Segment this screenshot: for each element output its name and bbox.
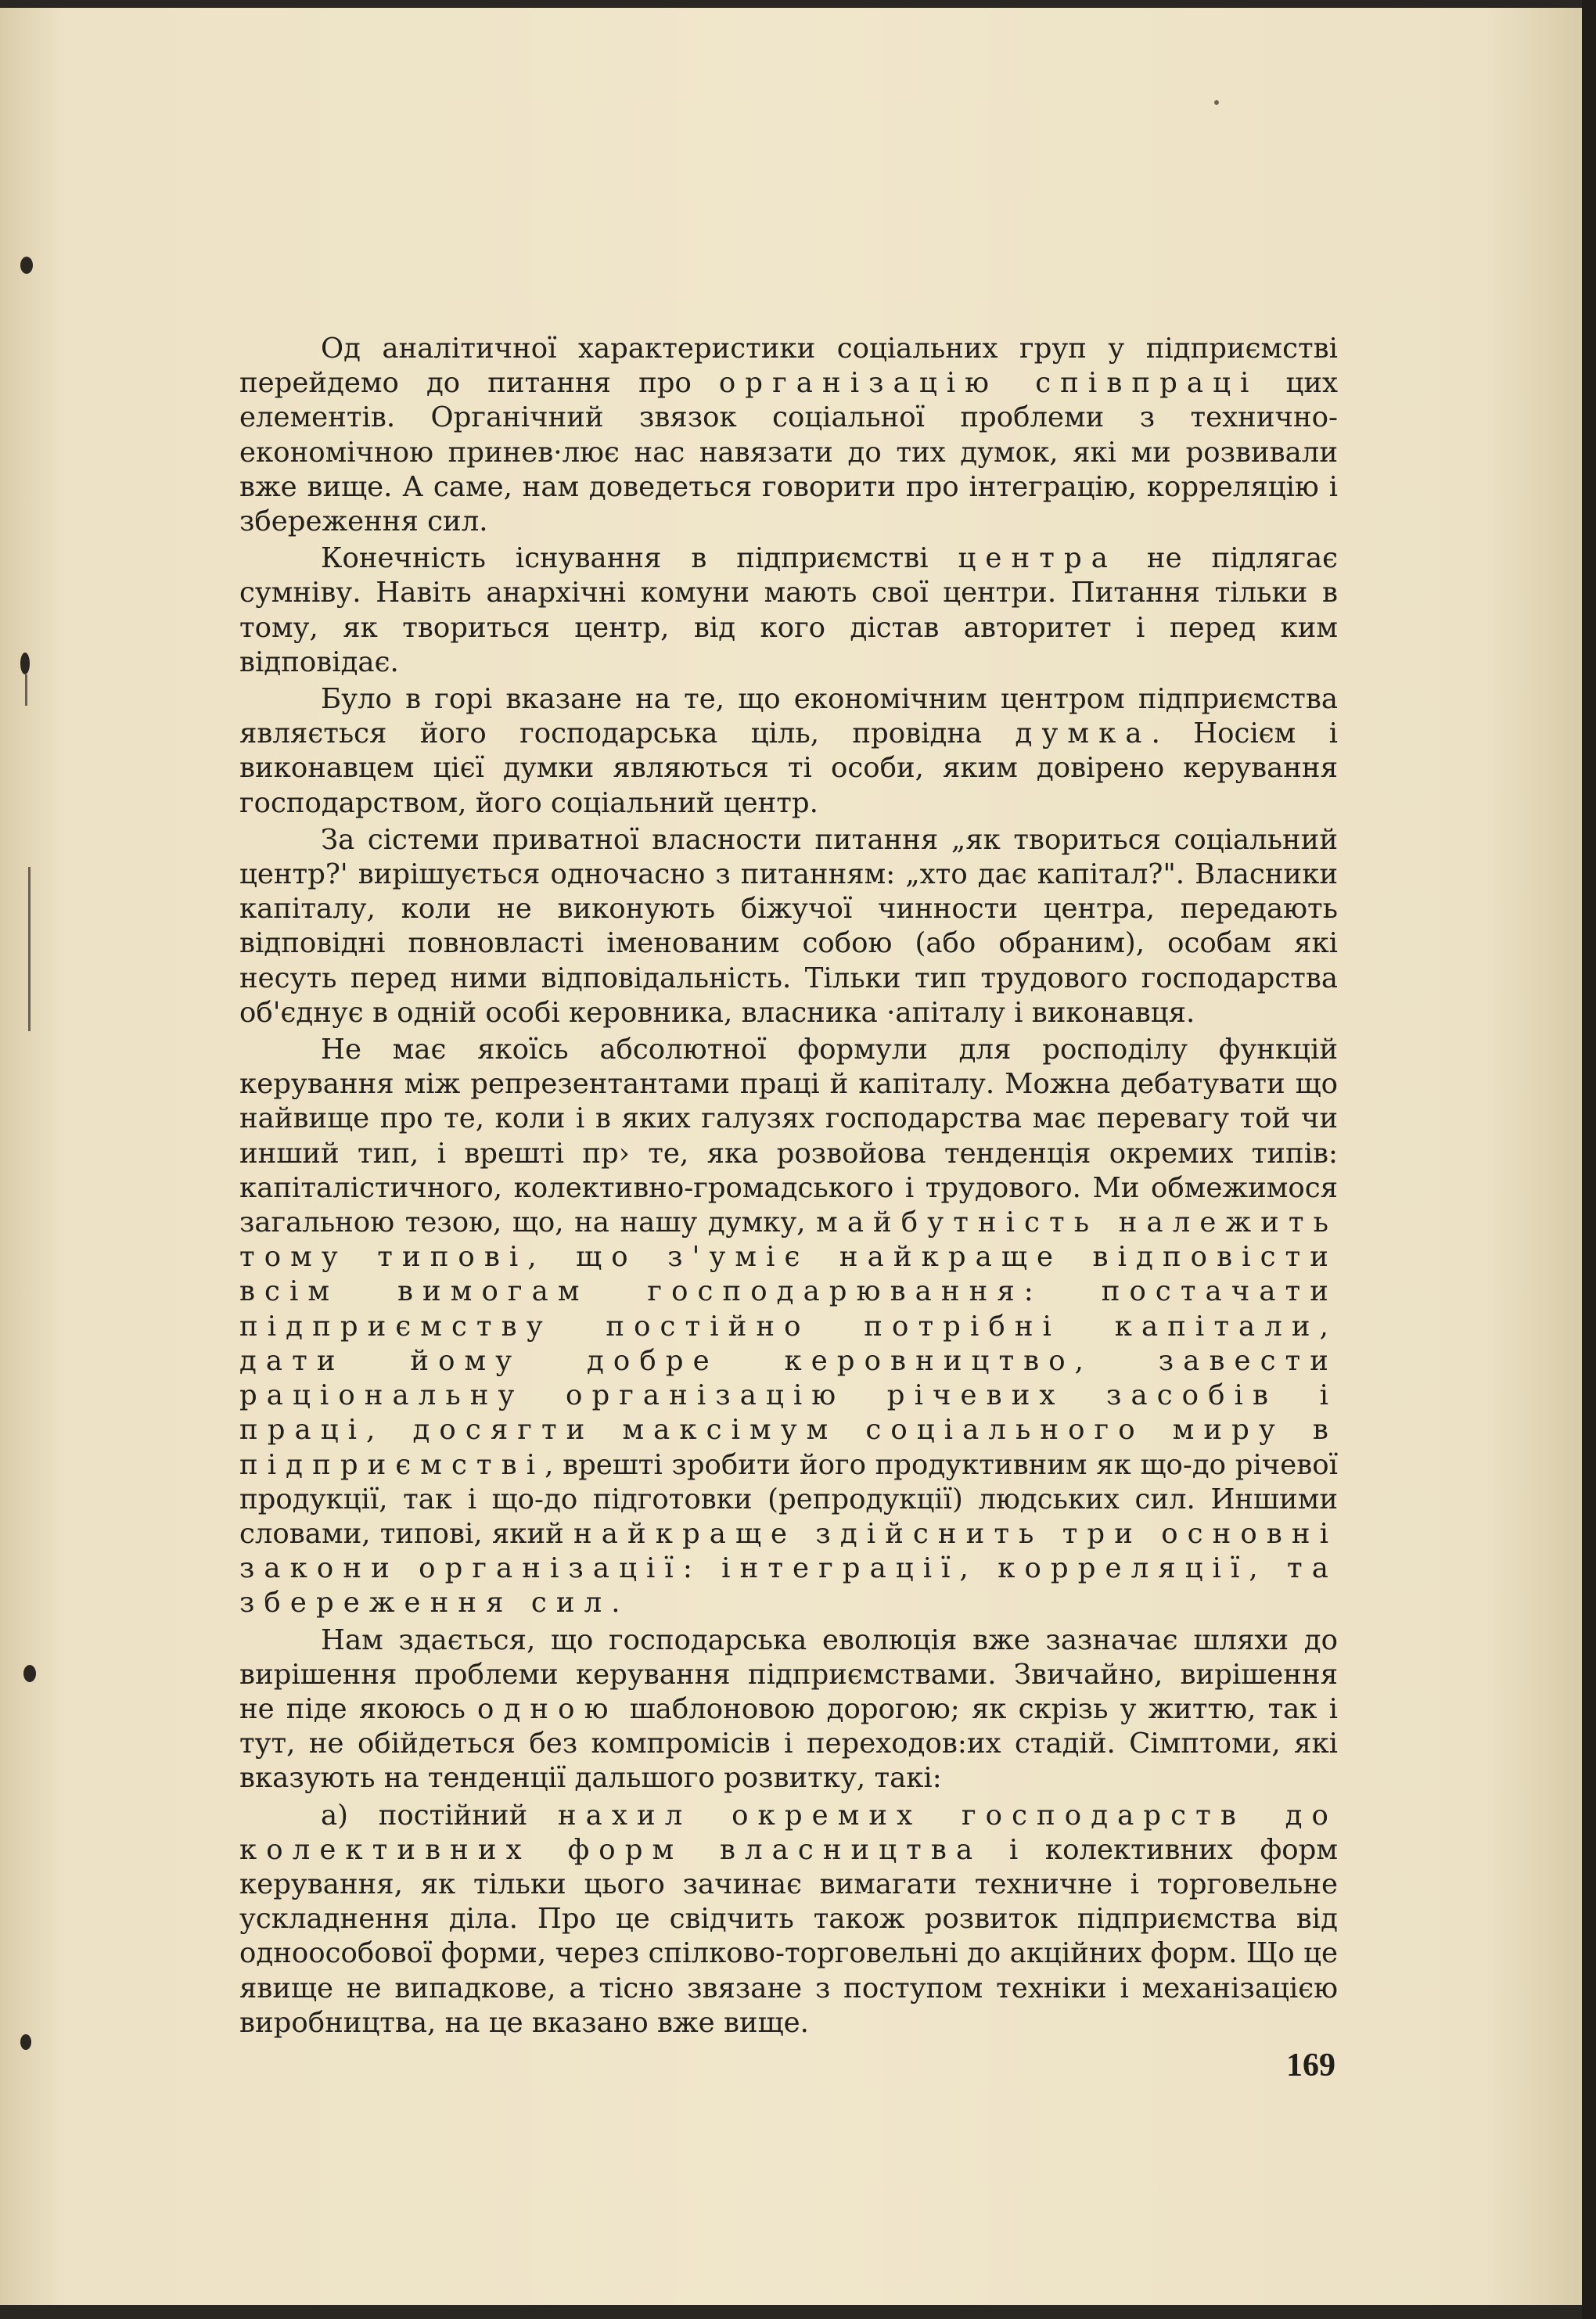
page-edge-shadow (1582, 0, 1596, 2319)
paragraph-3: Було в горі вказане на те, що економічним центром підприємства являється його господарська ціль, провідна думка. Носієм і виконавцем цієї думки являються ті особи, яким довірено керування господарством, його соціальний центр. (239, 683, 1338, 819)
spaced-emphasis: найкраще здійснить три основні закони організації: інтеграції, корреляції, та збереження сил (239, 1517, 1339, 1620)
spaced-emphasis: центра (958, 542, 1117, 575)
binding-hole (20, 653, 30, 674)
spaced-emphasis: організацію співпраці (718, 367, 1259, 400)
spaced-emphasis: думка (1015, 717, 1152, 750)
binding-thread (25, 674, 27, 706)
page-number: 169 (1286, 2048, 1335, 2084)
paragraph-1: Од аналітичної характеристики соціальних груп у підприємстві перейдемо до питання про організацію співпраці цих елементів. Органічний звязок соціальної проблеми з технично-економічною принев·лює нас навязати до тих думок, які ми розвивали вже вище. А саме, нам доведеться говорити про інтеграцію, корреляцію і збереження сил. (239, 333, 1339, 538)
spaced-emphasis: нахил окремих господарств до колективних форм власництва (239, 1799, 1338, 1866)
paragraph-7: а) постійний нахил окремих господарств до колективних форм власництва і колективних форм керування, як тільки цього зачинає вимагати техничне і торговельне ускладнення діла. Про це свідчить також розвиток підприємства від одноособової форми, через спілково-торговельні до акційних форм. Що це явище не випадкове, а тісно звязане з поступом техніки і механізацією виробництва, на це вказано вже вище. (239, 1799, 1338, 2039)
spaced-emphasis: майбутність належить тому типові, що з'уміє найкраще відповісти всім вимогам господарювання: постачати підприємству постійно потрібні капітали, дати йому добре керовництво, завести раціональну організацію річевих засобів і праці, досягти максімум соціального миру в підприємстві (239, 1206, 1339, 1481)
paragraph-2: Конечність існування в підприємстві центра не підлягає сумніву. Навіть анархічні комуни мають свої центри. Питання тільки в тому, як твориться центр, від кого дістав авторитет і перед ким відповідає. (239, 542, 1338, 678)
paper-speck (1214, 100, 1219, 105)
paragraph-5: Не має якоїсь абсолютної формули для росподілу функцій керування між репрезентантами праці й капіталу. Можна дебатувати що найвище про те, коли і в яких галузях господарства має перевагу той чи инший тип, і врешті пр› те, яка розвойова тенденція окремих типів: капіталістичного, колективно-громадського і трудового. Ми обмежимося загальною тезою, що, на нашу думку, майбутність належить тому типові, що з'уміє найкраще відповісти всім вимогам господарювання: постачати підприємству постійно потрібні капітали, дати йому добре керовництво, завести раціональну організацію річевих засобів і праці, досягти максімум соціального миру в підприємстві, врешті зробити його продуктивним як що-до річевої продукції, так і що-до підготовки (репродукції) людських сил. Иншими словами, типові, який найкраще здійснить три основні закони організації: інтеграції, корреляції, та збереження сил. (239, 1034, 1339, 1620)
paragraph-6: Нам здається, що господарська еволюція вже зазначає шляхи до вирішення проблеми керування підприємствами. Звичайно, вирішення не піде якоюсь одною шаблоновою дорогою; як скрізь у життю, так і тут, не обійдеться без компромісів і переходов:их стадій. Сімптоми, які вказують на тенденції дальшого розвитку, такі: (239, 1623, 1338, 1795)
paragraph-4: За сістеми приватної власности питання „як твориться соціальний центр?' вирішується одночасно з питанням: „хто дає капітал?". Власники капіталу, коли не виконують біжучої чинности центра, передають відповідні повновласті іменованим собою (або обраним), особам які несуть перед ними відповідальність. Тільки тип трудового господарства об'єднує в одній особі керовника, власника ·апіталу і виконавця. (239, 823, 1338, 1029)
binding-hole (23, 1665, 36, 1682)
book-page (0, 8, 1582, 2305)
binding-thread (28, 867, 31, 1031)
spaced-emphasis: одною (477, 1692, 618, 1725)
body-text (239, 332, 1338, 2040)
binding-hole (20, 2034, 31, 2050)
binding-hole (20, 257, 33, 274)
